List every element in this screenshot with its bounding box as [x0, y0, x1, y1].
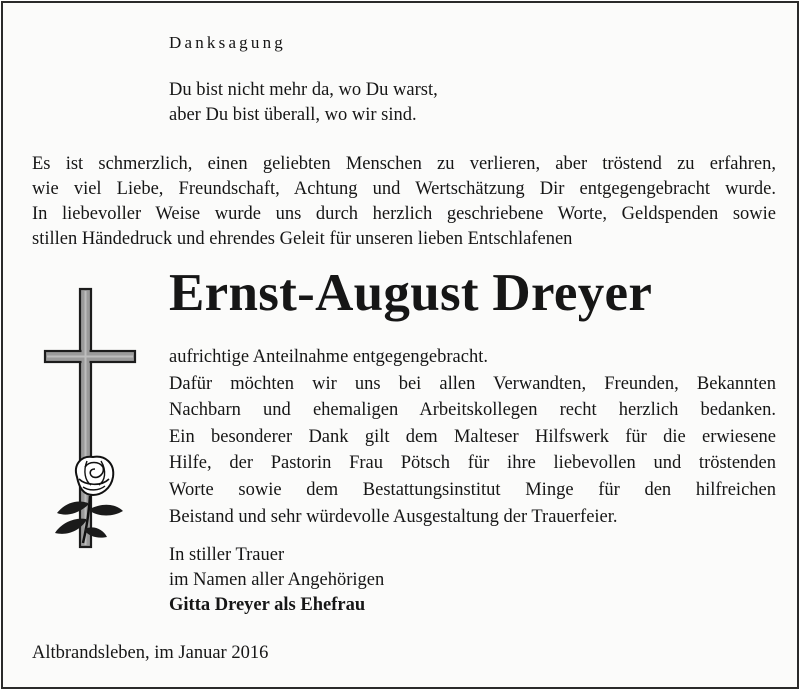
thanks-line: Dafür möchten wir uns bei allen Verwandten, Freunden, Bekannten	[169, 373, 776, 394]
intro-paragraph	[32, 152, 776, 252]
verse-line: aber Du bist überall, wo wir sind.	[169, 105, 417, 125]
thanks-paragraph	[169, 344, 776, 530]
thanks-line: Worte sowie dem Bestattungsinstitut Minge für den hilfreichen	[169, 479, 776, 500]
verse-line: Du bist nicht mehr da, wo Du warst,	[169, 80, 438, 100]
intro-line: In liebevoller Weise wurde uns durch herzlich geschriebene Worte, Geldspenden sowie	[32, 204, 776, 224]
intro-line: wie viel Liebe, Freundschaft, Achtung und Wertschätzung Dir entgegengebracht wurde.	[32, 179, 776, 199]
verse	[169, 78, 438, 128]
rose-icon	[55, 457, 123, 543]
place-date: Altbrandsleben, im Januar 2016	[32, 643, 269, 663]
intro-line: stillen Händedruck und ehrendes Geleit für unseren lieben Entschlafenen	[32, 229, 573, 249]
intro-line: Es ist schmerzlich, einen geliebten Menschen zu verlieren, aber tröstend zu erfahren,	[32, 154, 776, 174]
deceased-name: Ernst-August Dreyer	[169, 264, 653, 322]
thanks-line: aufrichtige Anteilnahme entgegengebracht.	[169, 347, 488, 367]
thanks-line: Beistand und sehr würdevolle Ausgestaltung der Trauerfeier.	[169, 506, 618, 527]
signature-line: im Namen aller Angehörigen	[169, 570, 385, 590]
signature-line: In stiller Trauer	[169, 545, 285, 565]
thanks-line: Ein besonderer Dank gilt dem Malteser Hilfswerk für die erwiesene	[169, 426, 776, 447]
thanks-line: Nachbarn und ehemaligen Arbeitskollegen recht herzlich bedanken.	[169, 400, 776, 421]
obituary-card	[1, 1, 799, 689]
cross-icon	[43, 281, 143, 551]
signer-name: Gitta Dreyer als Ehefrau	[169, 595, 366, 615]
thanks-line: Hilfe, der Pastorin Frau Pötsch für ihre liebevollen und tröstenden	[169, 453, 776, 474]
signature-block	[169, 543, 384, 618]
heading: Danksagung	[169, 33, 286, 52]
